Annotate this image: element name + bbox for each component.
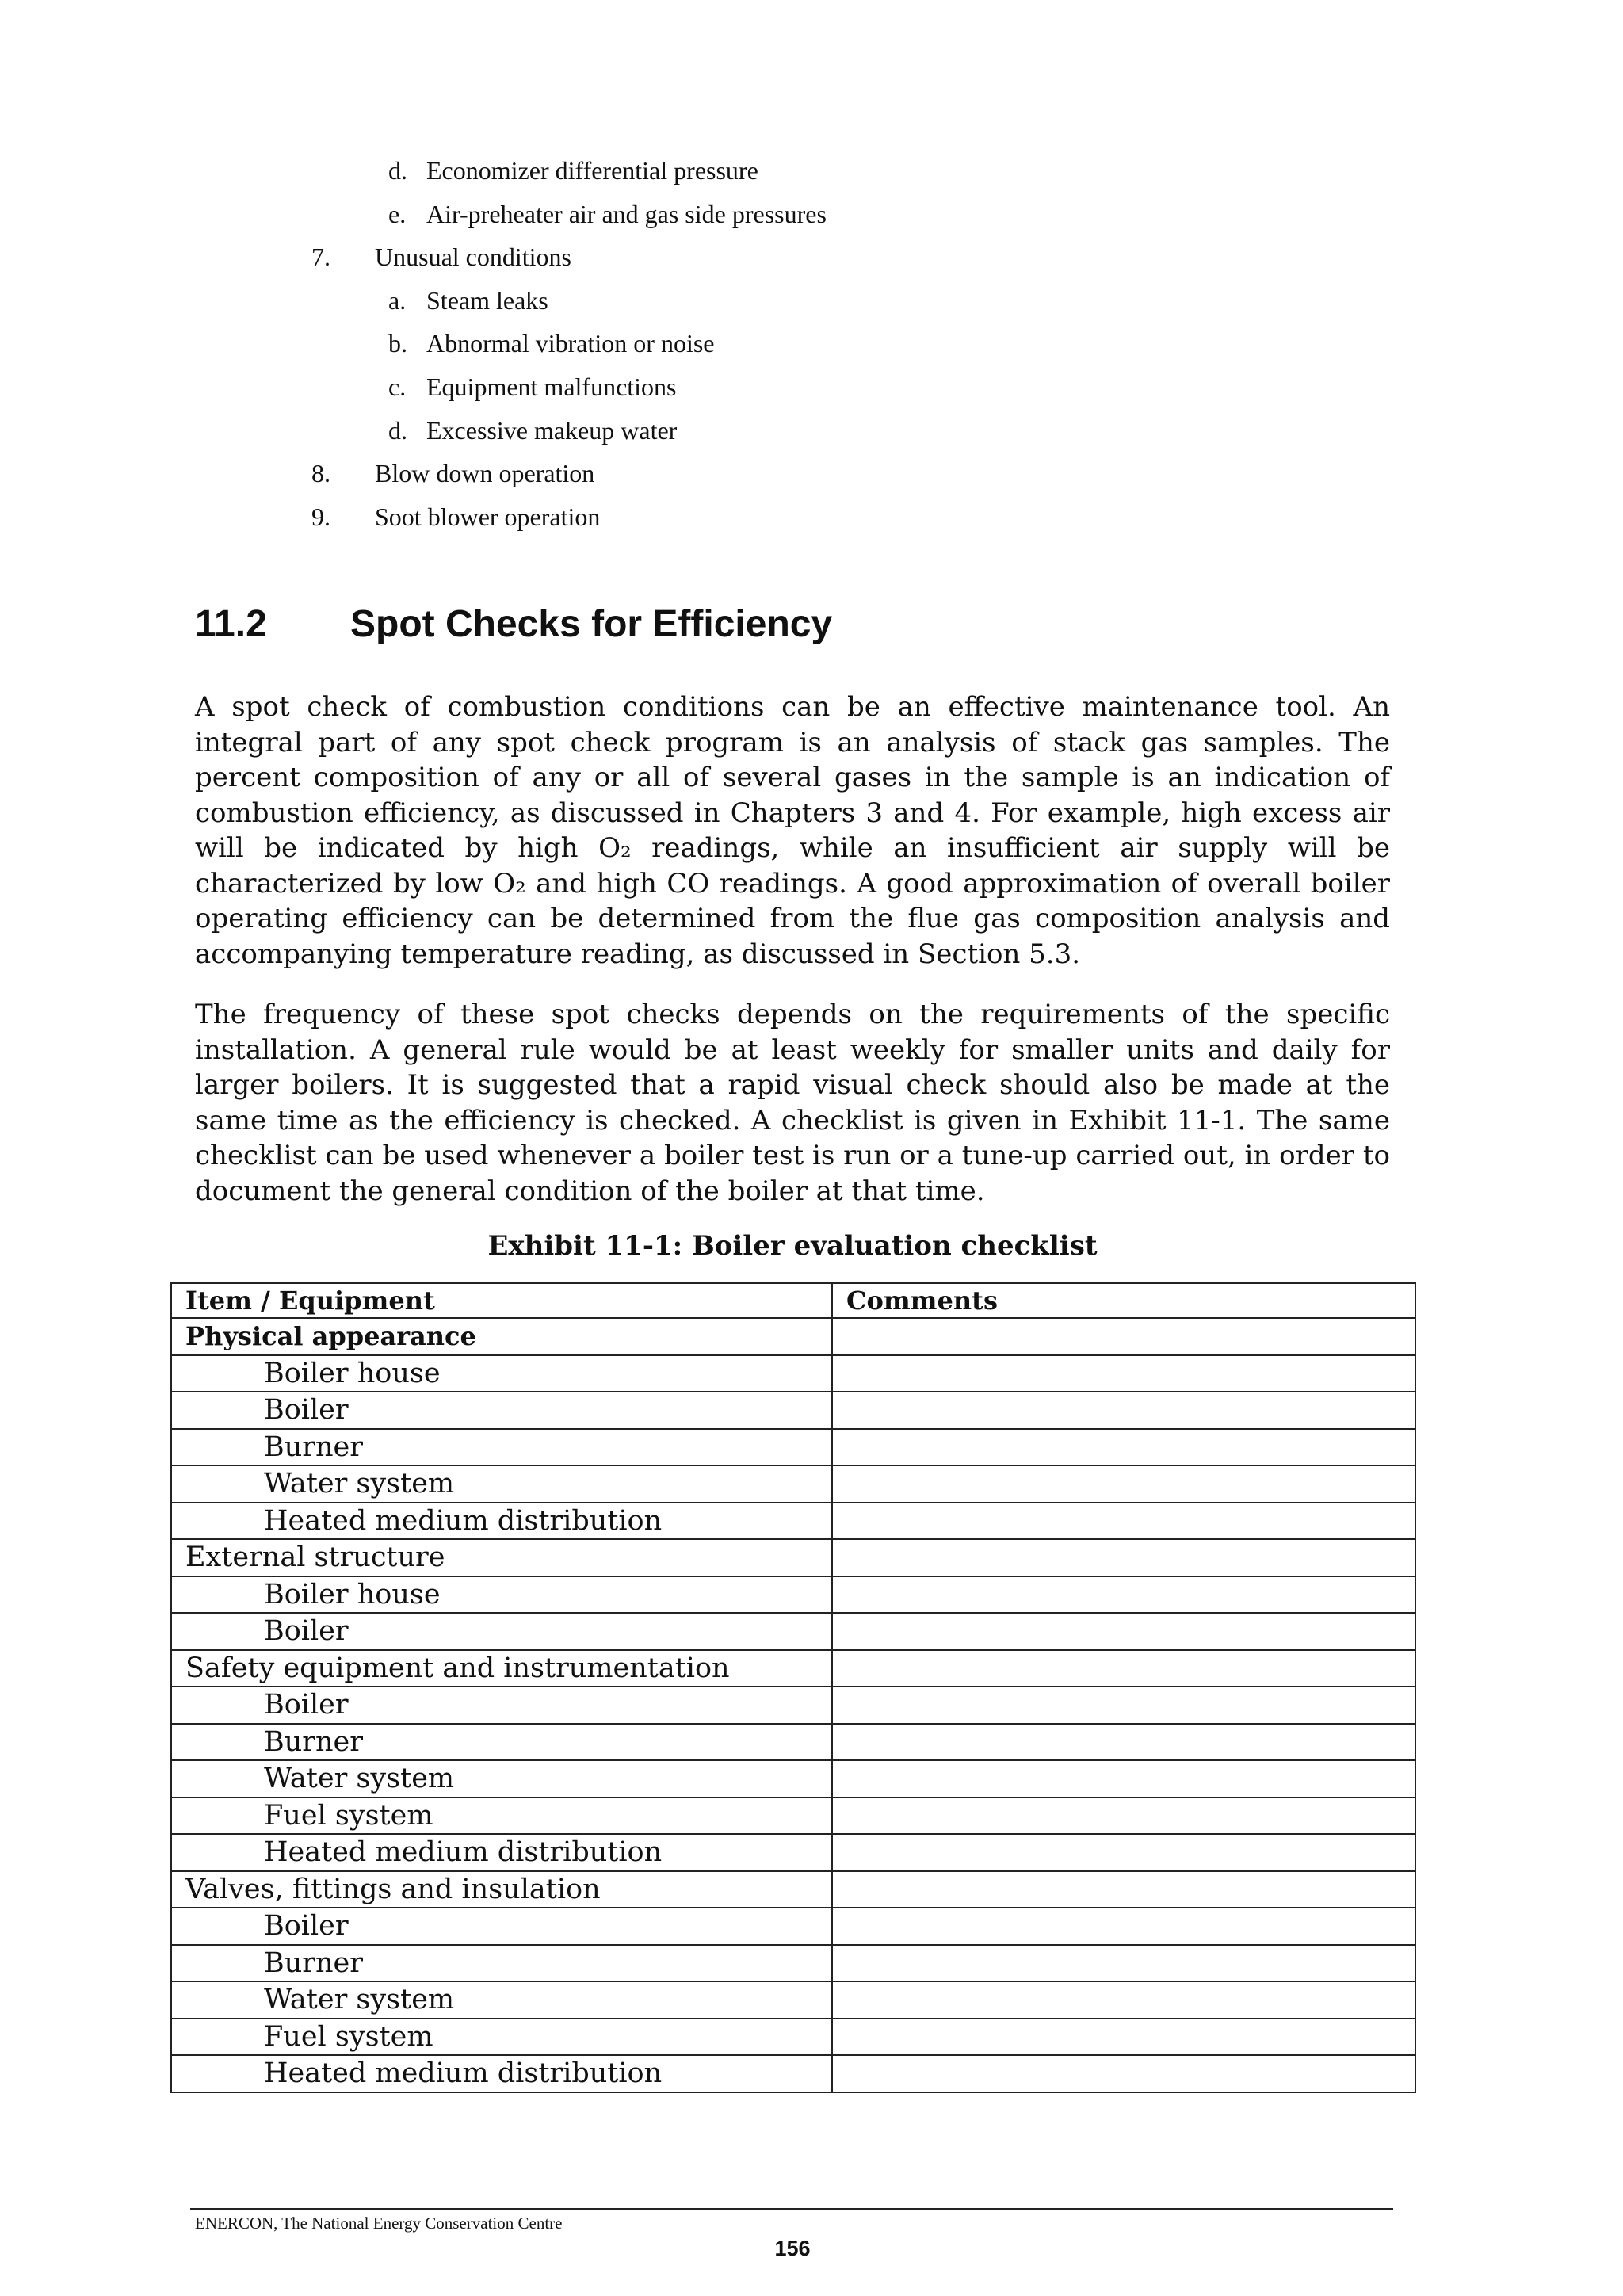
comment-cell [832, 1797, 1415, 1835]
list-item-text: Blow down operation [375, 459, 595, 488]
footer-rule [190, 2208, 1393, 2210]
item-cell: Safety equipment and instrumentation [171, 1650, 832, 1687]
exhibit-caption: Exhibit 11-1: Boiler evaluation checklist [487, 1230, 1098, 1262]
list-item-marker: 7. [311, 243, 330, 272]
paragraph: The frequency of these spot checks depends on the requirements of the specific installation. A general rule would be at least weekly for smaller units and daily for larger boilers. It is suggested that a rapid visual check should also be made at the same time as the efficiency is checked. A checklist is given in Exhibit 11-1. The same checklist can be used whenever a boiler test is run or a tune-up carried out, in order to document the general condition of the boiler at that time. [195, 999, 1390, 1207]
column-header-item: Item / Equipment [171, 1283, 832, 1318]
item-cell: Boiler [171, 1908, 832, 1945]
list-item [0, 365, 1623, 409]
comment-cell [832, 1429, 1415, 1466]
comment-cell [832, 1981, 1415, 2019]
item-cell: Heated medium distribution [171, 1834, 832, 1871]
table-row [171, 1687, 1415, 1724]
list-item-marker: b. [388, 329, 407, 358]
item-cell: Burner [171, 1724, 832, 1761]
list-item [0, 409, 1623, 453]
item-cell: Burner [171, 1429, 832, 1466]
comment-cell [832, 2019, 1415, 2056]
list-item-text: Unusual conditions [375, 243, 571, 272]
comment-cell [832, 1465, 1415, 1503]
table-row [171, 1429, 1415, 1466]
list-item-text: Equipment malfunctions [426, 372, 677, 401]
table-row [171, 1871, 1415, 1908]
list-item-text: Abnormal vibration or noise [426, 329, 715, 358]
list-item-marker: e. [388, 199, 407, 228]
list-item [0, 322, 1623, 365]
table-header-row [171, 1283, 1415, 1318]
list-item-marker: a. [388, 285, 407, 315]
table-row [171, 1503, 1415, 1540]
item-cell: Water system [171, 1760, 832, 1797]
item-cell: Burner [171, 1945, 832, 1982]
item-cell: Boiler house [171, 1576, 832, 1614]
table-row [171, 1392, 1415, 1429]
comment-cell [832, 1392, 1415, 1429]
table-row [171, 1465, 1415, 1503]
table-row [171, 1539, 1415, 1576]
footer-organization: ENERCON, The National Energy Conservation Centre [195, 2214, 563, 2233]
table-row [171, 2055, 1415, 2092]
table-row [171, 1650, 1415, 1687]
list-item [0, 193, 1623, 236]
list-item [0, 279, 1623, 323]
comment-cell [832, 1724, 1415, 1761]
checklist-continuation [0, 149, 1623, 538]
comment-cell [832, 1650, 1415, 1687]
item-cell: Heated medium distribution [171, 2055, 832, 2092]
list-item [0, 452, 1623, 495]
table-row [171, 1576, 1415, 1614]
list-item-text: Air-preheater air and gas side pressures [426, 199, 827, 228]
list-item-text: Steam leaks [426, 285, 548, 315]
comment-cell [832, 1539, 1415, 1576]
comment-cell [832, 1871, 1415, 1908]
list-item-text: Economizer differential pressure [426, 156, 758, 185]
item-cell: Valves, fittings and insulation [171, 1871, 832, 1908]
comment-cell [832, 1945, 1415, 1982]
comment-cell [832, 1908, 1415, 1945]
list-item-marker: 9. [311, 502, 330, 531]
comment-cell [832, 1355, 1415, 1392]
table-row [171, 1318, 1415, 1355]
comment-cell [832, 1576, 1415, 1614]
item-cell: Physical appearance [171, 1318, 832, 1355]
item-cell: Water system [171, 1465, 832, 1503]
list-item-marker: 8. [311, 459, 330, 488]
page-number: 156 [774, 2237, 811, 2260]
table-row [171, 1613, 1415, 1650]
paragraph: A spot check of combustion conditions can be an effective maintenance tool. An integral part of any spot check program is an analysis of stack gas samples. The percent composition of any or all of several gases in the sample is an indication of combustion efficiency, as discussed in Chapters 3 and 4. For example, high excess air will be indicated by high O₂ readings, while an insufficient air supply will be characterized by low O₂ and high CO readings. A good approximation of overall boiler operating efficiency can be determined from the flue gas composition analysis and accompanying temperature reading, as discussed in Section 5.3. [195, 691, 1390, 970]
item-cell: Heated medium distribution [171, 1503, 832, 1540]
table-row [171, 1797, 1415, 1835]
boiler-evaluation-checklist-table [170, 1282, 1416, 2093]
comment-cell [832, 2055, 1415, 2092]
table-row [171, 1834, 1415, 1871]
item-cell: Fuel system [171, 1797, 832, 1835]
list-item [0, 235, 1623, 279]
item-cell: Boiler house [171, 1355, 832, 1392]
comment-cell [832, 1760, 1415, 1797]
comment-cell [832, 1613, 1415, 1650]
table-row [171, 1760, 1415, 1797]
item-cell: Fuel system [171, 2019, 832, 2056]
list-item-marker: d. [388, 415, 407, 445]
item-cell: Water system [171, 1981, 832, 2019]
list-item-marker: c. [388, 372, 407, 401]
table-row [171, 1724, 1415, 1761]
comment-cell [832, 1503, 1415, 1540]
comment-cell [832, 1318, 1415, 1355]
comment-cell [832, 1687, 1415, 1724]
list-item-text: Excessive makeup water [426, 415, 678, 445]
column-header-comments: Comments [832, 1283, 1415, 1318]
table-row [171, 1981, 1415, 2019]
list-item-marker: d. [388, 156, 407, 185]
item-cell: Boiler [171, 1392, 832, 1429]
table-row [171, 1908, 1415, 1945]
item-cell: Boiler [171, 1687, 832, 1724]
comment-cell [832, 1834, 1415, 1871]
item-cell: External structure [171, 1539, 832, 1576]
section-number: 11.2 [195, 603, 267, 645]
table-row [171, 1945, 1415, 1982]
table-row [171, 2019, 1415, 2056]
table-row [171, 1355, 1415, 1392]
list-item [0, 495, 1623, 539]
list-item [0, 149, 1623, 193]
list-item-text: Soot blower operation [375, 502, 601, 531]
item-cell: Boiler [171, 1613, 832, 1650]
section-title: Spot Checks for Efficiency [350, 603, 833, 645]
